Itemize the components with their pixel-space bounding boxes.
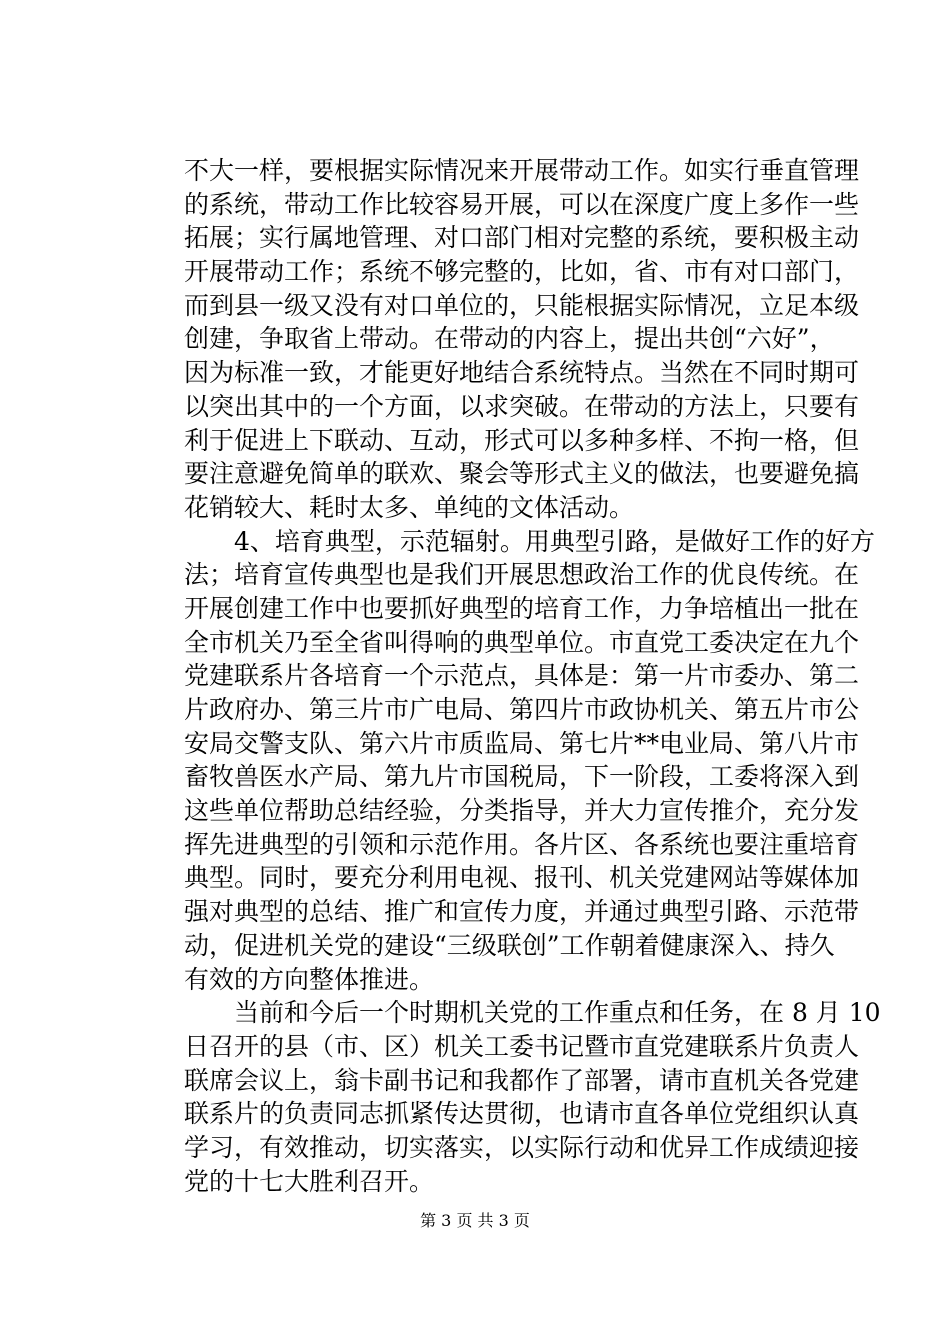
text-line: 党的十七大胜利召开。 [184,1166,435,1196]
text-line: 联席会议上，翁卡副书记和我都作了部署，请市直机关各党建 [184,1065,860,1095]
text-line: 而到县一级又没有对口单位的，只能根据实际情况，立足本级 [184,290,860,320]
text-line: 片政府办、第三片市广电局、第四片市政协机关、第五片市公 [184,695,860,724]
text-line: 以突出其中的一个方面，以求突破。在带动的方法上，只要有 [184,391,860,421]
text-line: 典型。同时，要充分利用电视、报刊、机关党建网站等媒体加 [184,863,860,893]
text-line: 学习，有效推动，切实落实，以实际行动和优异工作成绩迎接 [184,1132,860,1162]
text-line: 创建，争取省上带动。在带动的内容上，提出共创“六好”， [184,324,835,354]
text-line: 日召开的县（市、区）机关工委书记暨市直党建联系片负责人 [184,1031,860,1061]
text-line: 动，促进机关党的建设“三级联创”工作朝着健康深入、持久 [184,930,835,960]
page-footer: 第 3 页 共 3 页 [420,1211,530,1230]
text-line: 有效的方向整体推进。 [184,964,435,994]
text-line: 法；培育宣传典型也是我们开展思想政治工作的优良传统。在 [184,560,860,590]
text-line: 党建联系片各培育一个示范点，具体是：第一片市委办、第二 [184,661,860,691]
text-line: 强对典型的总结、推广和宣传力度，并通过典型引路、示范带 [184,897,860,927]
text-line: 4、培育典型，示范辐射。用典型引路，是做好工作的好方 [184,526,875,556]
text-line: 这些单位帮助总结经验，分类指导，并大力宣传推介，充分发 [184,796,860,826]
text-line: 当前和今后一个时期机关党的工作重点和任务，在 8 月 10 [184,998,881,1028]
text-line: 全市机关乃至全省叫得响的典型单位。市直党工委决定在九个 [184,627,860,657]
body-text [184,154,881,1198]
text-line: 的系统，带动工作比较容易开展，可以在深度广度上多作一些 [184,189,860,219]
text-line: 挥先进典型的引领和示范作用。各片区、各系统也要注重培育 [184,829,860,859]
text-line: 利于促进上下联动、互动，形式可以多种多样、不拘一格，但 [184,425,860,455]
text-line: 花销较大、耗时太多、单纯的文体活动。 [184,492,635,522]
text-line: 不大一样，要根据实际情况来开展带动工作。如实行垂直管理 [184,156,860,185]
text-line: 开展带动工作；系统不够完整的，比如，省、市有对口部门， [184,257,860,287]
text-line: 要注意避免简单的联欢、聚会等形式主义的做法，也要避免搞 [184,459,860,489]
text-line: 安局交警支队、第六片市质监局、第七片**电业局、第八片市 [184,728,860,758]
text-line: 因为标准一致，才能更好地结合系统特点。当然在不同时期可 [184,358,860,388]
text-line: 畜牧兽医水产局、第九片市国税局，下一阶段，工委将深入到 [184,762,860,792]
text-line: 联系片的负责同志抓紧传达贯彻，也请市直各单位党组织认真 [184,1099,860,1129]
text-line: 拓展；实行属地管理、对口部门相对完整的系统，要积极主动 [184,223,860,253]
text-line: 开展创建工作中也要抓好典型的培育工作，力争培植出一批在 [184,593,860,623]
